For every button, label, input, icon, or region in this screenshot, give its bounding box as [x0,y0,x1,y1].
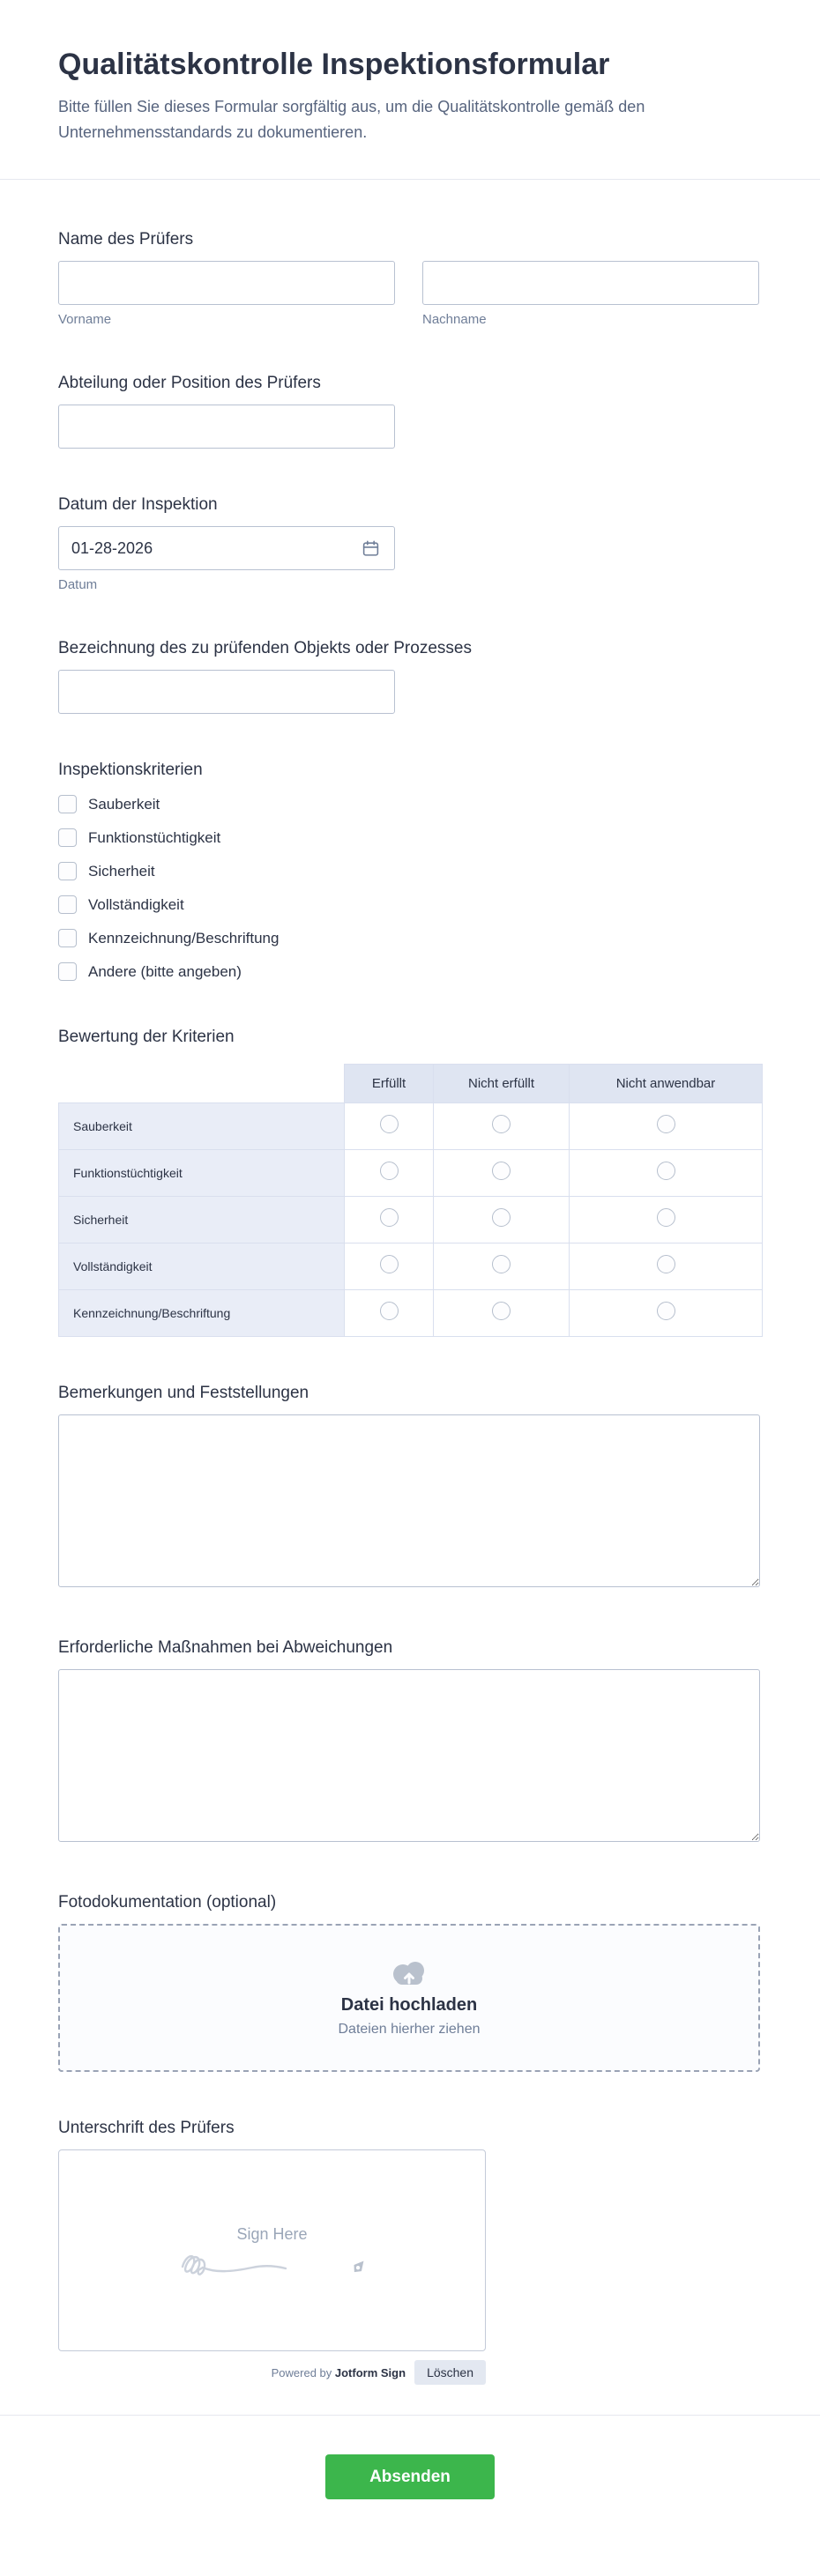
radio-button[interactable] [657,1208,675,1227]
checkbox[interactable] [58,929,77,947]
powered-by-text [272,2366,406,2379]
field-label: Bemerkungen und Feststellungen [58,1384,309,1402]
matrix-column-header: Nicht anwendbar [570,1065,763,1103]
rating-table [58,1064,763,1337]
signature-squiggle [177,2246,345,2275]
matrix-corner-cell [59,1065,345,1103]
field-inspection-date [58,494,762,592]
checkbox[interactable] [58,962,77,981]
upload-title: Datei hochladen [340,1994,478,2015]
field-label: Fotodokumentation (optional) [58,1893,277,1912]
radio-button[interactable] [657,1115,675,1133]
field-criteria [58,760,762,981]
matrix-row-label: Kennzeichnung/Beschriftung [59,1290,345,1337]
field-inspector-name [58,229,762,327]
checkbox-option-sicherheit[interactable] [58,862,762,880]
checkbox-label: Sauberkeit [88,795,160,813]
page-title: Qualitätskontrolle Inspektionsformular [58,48,610,81]
table-row [59,1150,763,1197]
matrix-column-header: Erfüllt [345,1065,434,1103]
date-value[interactable]: 01-28-2026 [71,538,153,557]
radio-button[interactable] [492,1208,511,1227]
object-input[interactable] [58,670,395,714]
radio-button[interactable] [492,1162,511,1180]
radio-button[interactable] [492,1255,511,1273]
radio-button[interactable] [380,1115,399,1133]
matrix-column-header: Nicht erfüllt [434,1065,570,1103]
submit-area [0,2416,820,2576]
powered-by-label: Powered by [271,2365,332,2379]
sign-here-placeholder: Sign Here [236,2225,308,2243]
radio-button[interactable] [380,1302,399,1320]
field-object [58,638,762,714]
field-required-actions [58,1637,762,1846]
form-header [0,0,820,145]
first-name-sublabel: Vorname [58,312,112,327]
form-subtitle: Bitte füllen Sie dieses Formular sorgfältig aus, um die Qualitätskontrolle gemäß den Unternehmensstandards zu dokumentieren. [58,98,645,141]
radio-button[interactable] [380,1162,399,1180]
actions-textarea[interactable] [58,1669,760,1842]
signature-pad[interactable] [58,2149,486,2351]
first-name-input[interactable] [58,261,395,305]
department-input[interactable] [58,405,395,449]
field-label: Bewertung der Kriterien [58,1028,235,1046]
checkbox[interactable] [58,795,77,813]
matrix-row-label: Sicherheit [59,1197,345,1243]
field-label: Bezeichnung des zu prüfenden Objekts oder Prozesses [58,639,472,657]
checkbox[interactable] [58,862,77,880]
upload-cloud-icon [388,1959,430,1989]
radio-button[interactable] [657,1302,675,1320]
radio-button[interactable] [380,1255,399,1273]
table-row [59,1243,763,1290]
clear-signature-button[interactable]: Löschen [414,2360,486,2385]
jotform-sign-link[interactable]: Jotform Sign [334,2365,406,2379]
checkbox-option-sauberkeit[interactable] [58,795,762,813]
matrix-row-label: Vollständigkeit [59,1243,345,1290]
checkbox-label: Vollständigkeit [88,895,184,913]
checkbox-option-andere[interactable] [58,962,762,981]
field-label: Name des Prüfers [58,230,194,249]
checkbox-label: Sicherheit [88,862,155,880]
checkbox-label: Kennzeichnung/Beschriftung [88,929,280,947]
field-photo-upload [58,1892,762,2072]
field-department [58,373,762,449]
matrix-row-label: Funktionstüchtigkeit [59,1150,345,1197]
table-row [59,1290,763,1337]
radio-button[interactable] [380,1208,399,1227]
table-row [59,1103,763,1150]
remarks-textarea[interactable] [58,1414,760,1587]
checkbox-option-funktionstuechtigkeit[interactable] [58,828,762,847]
form-body [0,180,820,2385]
checkbox[interactable] [58,828,77,847]
upload-hint: Dateien hierher ziehen [338,2021,481,2037]
field-label: Inspektionskriterien [58,761,203,779]
field-signature [58,2118,762,2385]
checkbox-option-vollstaendigkeit[interactable] [58,895,762,914]
radio-button[interactable] [492,1115,511,1133]
radio-button[interactable] [657,1162,675,1180]
calendar-icon[interactable] [360,538,382,560]
field-label: Abteilung oder Position des Prüfers [58,374,321,392]
submit-button[interactable]: Absenden [325,2454,495,2499]
matrix-row-label: Sauberkeit [59,1103,345,1150]
field-remarks [58,1383,762,1592]
last-name-sublabel: Nachname [422,312,487,327]
last-name-input[interactable] [422,261,759,305]
field-label: Erforderliche Maßnahmen bei Abweichungen [58,1638,393,1657]
date-sublabel: Datum [58,577,98,592]
radio-button[interactable] [492,1302,511,1320]
checkbox-label: Funktionstüchtigkeit [88,828,221,846]
field-label: Datum der Inspektion [58,495,218,514]
field-rating-matrix [58,1027,762,1337]
table-row [59,1197,763,1243]
radio-button[interactable] [657,1255,675,1273]
file-dropzone[interactable] [58,1924,760,2072]
checkbox-label: Andere (bitte angeben) [88,962,242,980]
pen-nib-icon [346,2254,370,2279]
field-label: Unterschrift des Prüfers [58,2119,235,2137]
checkbox[interactable] [58,895,77,914]
checkbox-option-kennzeichnung[interactable] [58,929,762,947]
date-input[interactable] [58,526,395,570]
